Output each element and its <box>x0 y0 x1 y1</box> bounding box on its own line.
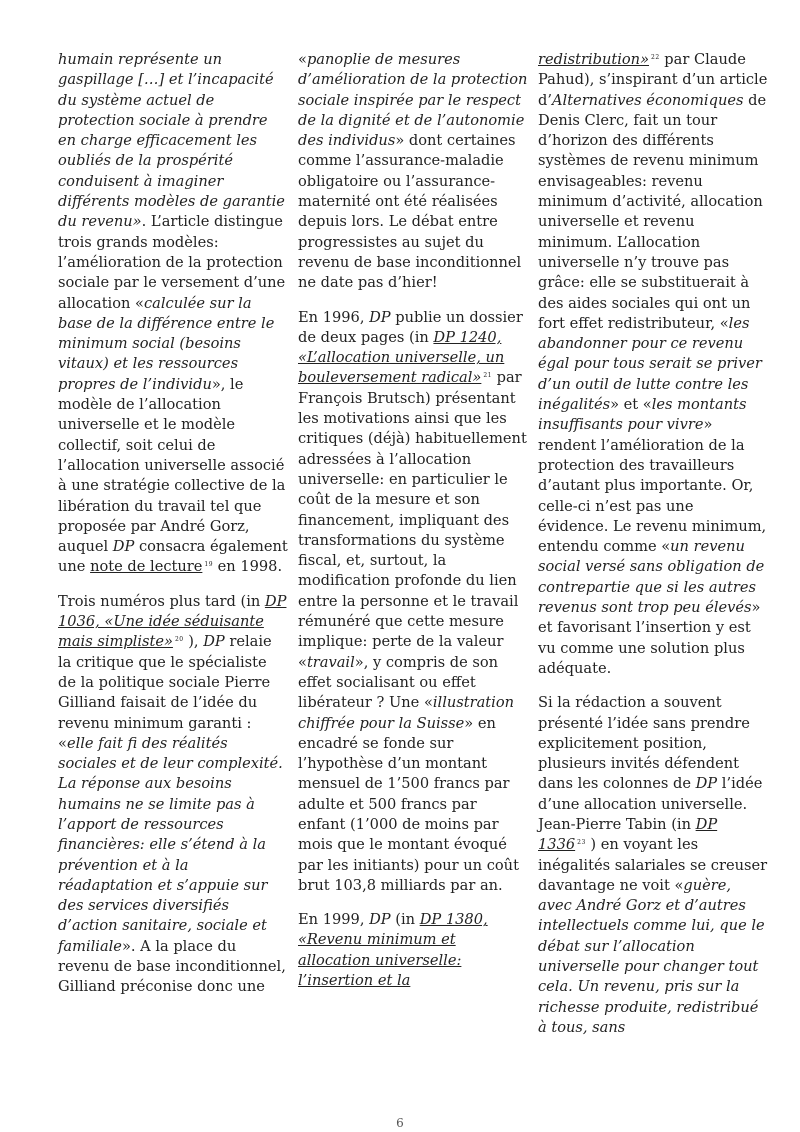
reference-link[interactable]: DP 1240, «L’allocation universelle, un bouleversement radical» <box>298 328 505 387</box>
paragraph <box>298 50 528 294</box>
page-number: 6 <box>396 1116 404 1130</box>
footnote-marker[interactable]: 20 <box>174 636 184 644</box>
italic-text: panoplie de mesures d’amélioration de la protection sociale inspirée par le respect de la dignité et de l’autonomie des individus <box>298 51 528 150</box>
text-run: », le modèle de l’allocation universelle et le modèle collectif, soit celui de l’allocation universelle associé à une stratégie collective de la libération du travail tel que proposée par André Gorz, auquel <box>58 375 286 556</box>
footnote-marker[interactable]: 22 <box>651 54 660 61</box>
text-column-3 <box>538 50 768 1038</box>
text-run: de Denis Clerc, fait un tour d’horizon des différents systèmes de revenu minimum envisageables: revenu minimum d’activité, allocation universelle et revenu minimum. L’allocation universelle n’y trouve pas grâce: elle se substituerait à des aides sociales qui ont un fort effet redistributeur, « <box>538 91 767 332</box>
italic-text: elle fait fi des réalités sociales et de leur complexité. La réponse aux besoins humains ne se limite pas à l’apport de ressources financières: elle s’étend à la prévention et à la réadaptation et s’appuie sur des services diversifiés d’action sanitaire, sociale et familiale <box>58 734 283 955</box>
footnote-marker[interactable]: 21 <box>483 372 492 380</box>
text-run: ) en voyant les inégalités salariales se creuser davantage ne voit « <box>538 836 768 894</box>
text-run: », y compris de son effet socialisant ou effet libérateur ? Une « <box>298 653 499 712</box>
reference-link[interactable]: DP 1036, «Une idée séduisante mais simpliste» <box>58 592 287 651</box>
italic-text: un revenu social versé sans obligation de contrepartie que si les autres revenus sont trop peu élevés <box>538 538 765 617</box>
paragraph <box>58 592 288 998</box>
italic-text: DP <box>695 775 718 793</box>
text-run: « <box>298 51 307 68</box>
reference-link[interactable]: redistribution» <box>538 51 650 68</box>
text-run: Si la rédaction a souvent présenté l’idée sans prendre explicitement position, plusieurs invités défendent dans les colonnes de <box>538 694 750 793</box>
italic-text: DP <box>203 633 225 651</box>
text-run: par Claude Pahud), s’inspirant d’un article d’ <box>538 51 768 109</box>
text-run: relaie la critique que le spécialiste de la politique sociale Pierre Gilliand faisait de l’idée du revenu minimum garanti : « <box>58 633 272 752</box>
paragraph <box>538 693 768 1038</box>
text-run: En 1996, <box>298 308 370 326</box>
italic-text: DP <box>369 308 391 326</box>
text-run: l’idée d’une allocation universelle. Jean-Pierre Tabin (in <box>538 775 763 833</box>
text-run: » dont certaines comme l’assurance-maladie obligatoire ou l’assurance-maternité ont été réalisées depuis lors. Le débat entre progressistes au sujet du revenu de base inconditionnel ne date pas d’hier! <box>298 132 522 292</box>
text-run: » et favorisant l’insertion y est vu comme une solution plus adéquate. <box>538 599 761 677</box>
italic-text: calculée sur la base de la différence entre le minimum social (besoins vitaux) et les ressources propres de l’individu <box>58 294 275 393</box>
italic-text: travail <box>306 653 355 671</box>
italic-text: illustration chiffrée pour la Suisse <box>298 694 515 732</box>
text-run: » rendent l’amélioration de la protection des travailleurs d’autant plus importante. Or, celle-ci n’est pas une évidence. Le revenu minimum, entendu comme « <box>538 416 767 556</box>
text-run: en 1998. <box>213 558 283 576</box>
text-run: . L’article distingue trois grands modèles: l’amélioration de la protection sociale par le versement d’une allocation « <box>58 213 286 312</box>
text-run: publie un dossier de deux pages (in <box>298 308 523 346</box>
text-run: ), <box>183 633 204 651</box>
footnote-marker[interactable]: 23 <box>577 839 586 847</box>
paragraph <box>58 50 288 578</box>
reference-link[interactable]: DP 1380, «Revenu minimum et allocation universelle: l’insertion et la <box>298 911 488 990</box>
text-run: » en encadré se fonde sur l’hypothèse d’un montant mensuel de 1’500 francs par adulte et 500 francs par enfant (1’000 de moins par mois que le montant évoqué par les initiants) pour un coût brut 103,8 milliards par an. <box>298 714 519 894</box>
paragraph <box>298 308 528 897</box>
reference-link[interactable]: DP 1336 <box>538 815 718 854</box>
text-run: En 1999, <box>298 911 370 929</box>
paragraph <box>538 50 768 679</box>
italic-text: guère, avec André Gorz et d’autres intellectuels comme lui, que le débat sur l’allocation universelle pour changer tout cela. Un revenu, pris sur la richesse produite, redistribué à tous, sans <box>538 876 765 1036</box>
footnote-marker[interactable]: 19 <box>204 561 214 569</box>
italic-text: Alternatives économiques <box>551 91 744 109</box>
italic-text: humain représente un gaspillage […] et l’incapacité du système actuel de protection sociale à prendre en charge efficacement les oubliés de la prospérité conduisent à imaginer différents modèles de garantie du revenu» <box>58 51 285 231</box>
italic-text: les montants insuffisants pour vivre <box>538 396 747 434</box>
reference-link[interactable]: note de lecture <box>90 558 203 576</box>
text-run: (in <box>390 911 420 929</box>
text-run: ». A la place du revenu de base inconditionnel, Gilliand préconise donc une <box>58 937 286 996</box>
text-run: consacra également une <box>58 538 288 576</box>
italic-text: DP <box>369 911 391 929</box>
text-run: par François Brutsch) présentant les motivations ainsi que les critiques (déjà) habituellement adressées à l’allocation universelle: en particulier le coût de la mesure et son financement, impliquant des transformations du système fiscal, et, surtout, la modification profonde du lien entre la personne et le travail rémunéré que cette mesure implique: perte de la valeur « <box>298 369 527 671</box>
italic-text: DP <box>112 538 135 556</box>
text-run: Trois numéros plus tard (in <box>58 592 265 610</box>
italic-text: les abandonner pour ce revenu égal pour tous serait se priver d’un outil de lutte contre les inégalités <box>538 314 762 414</box>
text-run: » et « <box>610 396 652 414</box>
text-column-1 <box>58 50 288 998</box>
text-column-2 <box>298 50 528 991</box>
paragraph <box>298 910 528 991</box>
